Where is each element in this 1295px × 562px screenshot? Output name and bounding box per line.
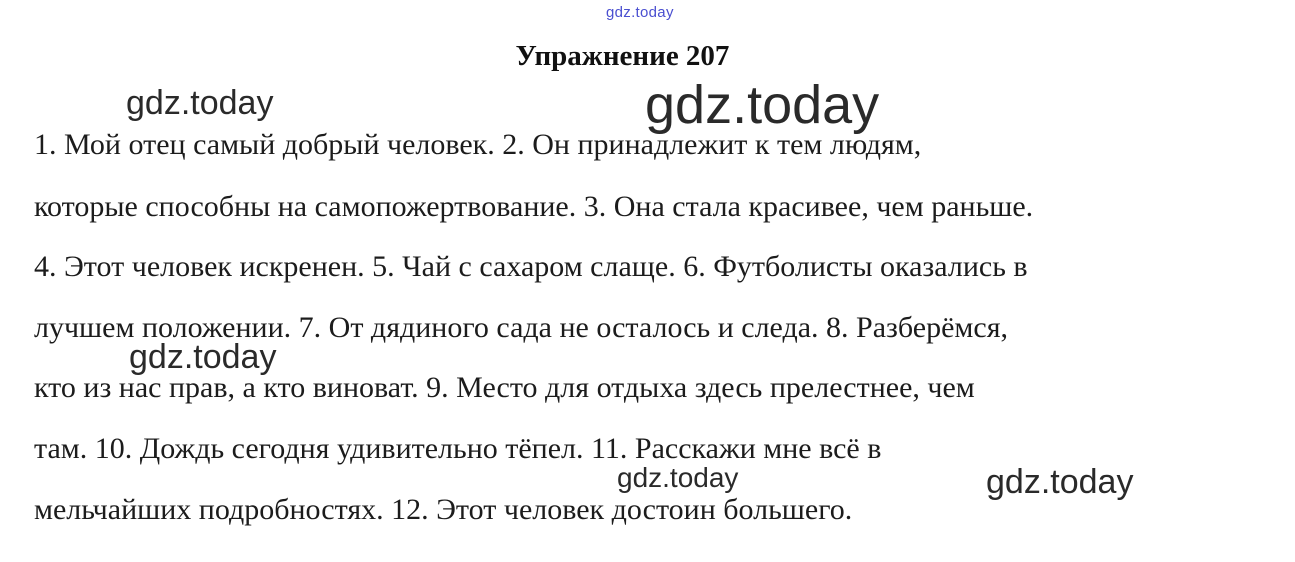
- text-line-5: кто из нас прав, а кто виноват. 9. Место для отдыха здесь прелестнее, чем: [34, 371, 975, 404]
- text-line-6: там. 10. Дождь сегодня удивительно тёпел. 11. Расскажи мне всё в: [34, 432, 882, 465]
- watermark: gdz.today: [126, 84, 274, 122]
- watermark: gdz.today: [129, 338, 277, 376]
- text-line-2: которые способны на самопожертвование. 3. Она стала красивее, чем раньше.: [34, 190, 1034, 223]
- site-tag: gdz.today: [606, 4, 674, 21]
- watermark: gdz.today: [617, 462, 739, 493]
- text-line-1: 1. Мой отец самый добрый человек. 2. Он принадлежит к тем людям,: [34, 128, 922, 161]
- text-line-7: мельчайших подробностях. 12. Этот человек достоин большего.: [34, 493, 853, 526]
- watermark: gdz.today: [986, 463, 1134, 501]
- text-line-3: 4. Этот человек искренен. 5. Чай с сахаром слаще. 6. Футболисты оказались в: [34, 250, 1028, 283]
- watermark: gdz.today: [645, 75, 880, 135]
- exercise-title: Упражнение 207: [515, 40, 730, 72]
- text-line-4: лучшем положении. 7. От дядиного сада не осталось и следа. 8. Разберёмся,: [34, 311, 1008, 344]
